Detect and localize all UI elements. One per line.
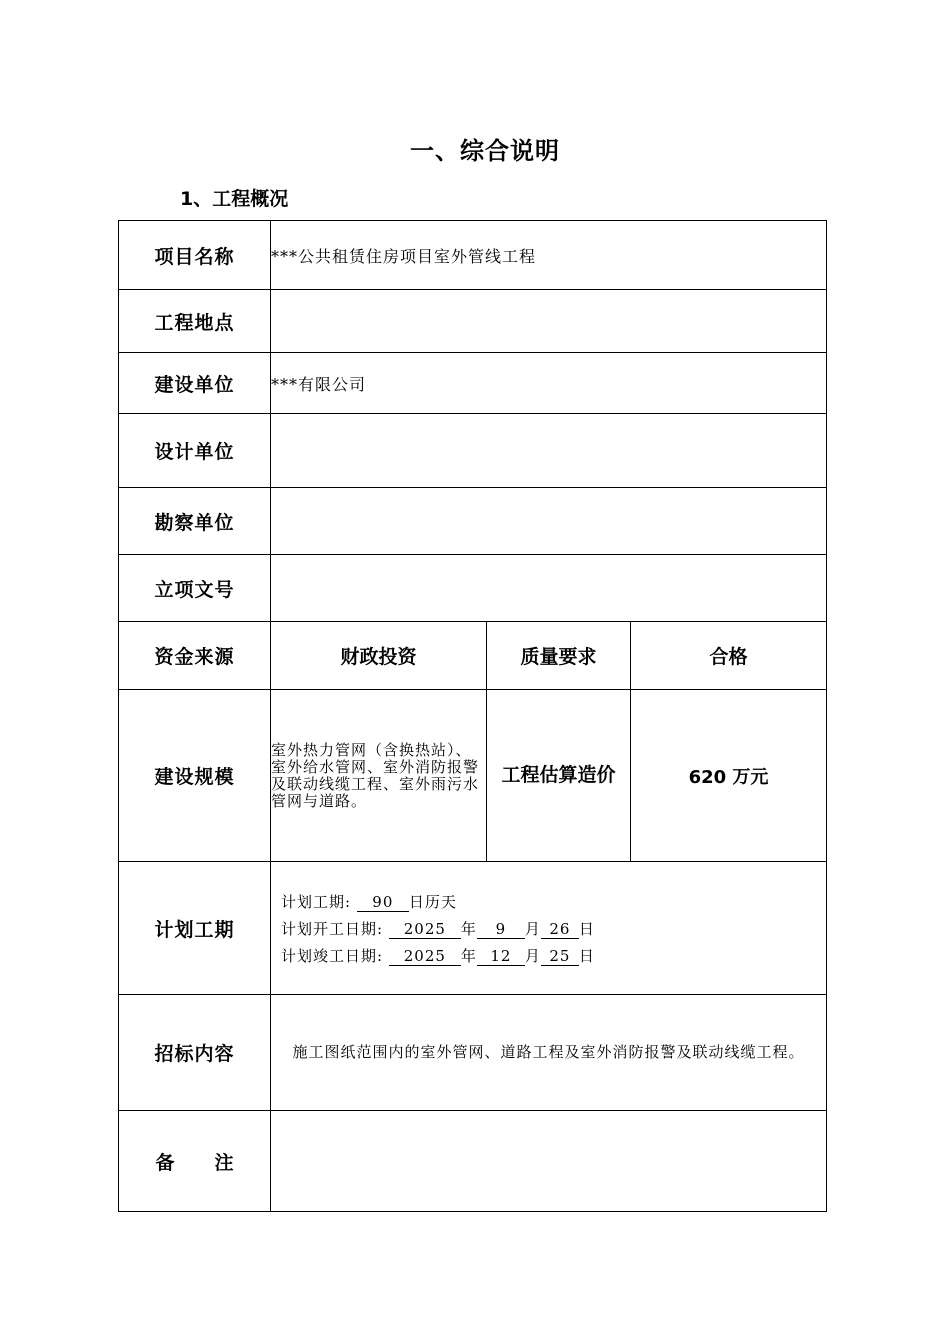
- remarks-label-right: 注: [214, 1151, 234, 1174]
- schedule-start-line: [281, 916, 826, 943]
- remarks-label-left: 备: [155, 1151, 175, 1174]
- schedule-duration-line: [281, 889, 826, 916]
- table-row: [119, 995, 827, 1111]
- table-row: [119, 353, 827, 414]
- funding-value: 财政投资: [271, 622, 487, 690]
- location-value: [271, 290, 827, 353]
- bid-content-value: 施工图纸范围内的室外管网、道路工程及室外消防报警及联动线缆工程。: [271, 995, 827, 1111]
- start-day: 26: [541, 920, 579, 939]
- location-label: 工程地点: [119, 290, 271, 353]
- quality-label: 质量要求: [487, 622, 631, 690]
- builder-value: ***有限公司: [271, 353, 827, 414]
- surveyor-value: [271, 488, 827, 555]
- approval-no-label: 立项文号: [119, 555, 271, 622]
- table-row: [119, 862, 827, 995]
- table-row: [119, 414, 827, 488]
- project-overview-table: [118, 220, 827, 1212]
- project-name-value: ***公共租赁住房项目室外管线工程: [271, 221, 827, 290]
- schedule-block: [271, 887, 826, 970]
- start-year-unit: 年: [460, 919, 477, 938]
- remarks-label: [119, 1111, 271, 1212]
- remarks-value: [271, 1111, 827, 1212]
- start-year: 2025: [389, 920, 461, 939]
- table-row: [119, 221, 827, 290]
- approval-no-value: [271, 555, 827, 622]
- table-row: [119, 488, 827, 555]
- builder-label: 建设单位: [119, 353, 271, 414]
- duration-suffix: 日历天: [408, 892, 457, 911]
- start-day-unit: 日: [578, 919, 595, 938]
- table-row: [119, 622, 827, 690]
- section-heading: 1、工程概况: [180, 188, 289, 210]
- end-day: 25: [541, 947, 579, 966]
- scale-label: 建设规模: [119, 690, 271, 862]
- table-row: [119, 555, 827, 622]
- scale-value: 室外热力管网（含换热站）、室外给水管网、室外消防报警及联动线缆工程、室外雨污水管网与道路。: [271, 690, 487, 862]
- page-title: 一、综合说明: [410, 137, 560, 165]
- start-month: 9: [477, 920, 525, 939]
- schedule-label: 计划工期: [119, 862, 271, 995]
- bid-content-label: 招标内容: [119, 995, 271, 1111]
- funding-label: 资金来源: [119, 622, 271, 690]
- table-row: [119, 690, 827, 862]
- quality-value: 合格: [631, 622, 827, 690]
- cost-label: 工程估算造价: [487, 690, 631, 862]
- end-month-unit: 月: [524, 946, 541, 965]
- cost-value: 620 万元: [631, 690, 827, 862]
- project-name-label: 项目名称: [119, 221, 271, 290]
- table-row: [119, 290, 827, 353]
- schedule-end-line: [281, 943, 826, 970]
- duration-days: 90: [357, 893, 409, 912]
- end-year-unit: 年: [460, 946, 477, 965]
- start-prefix: 计划开工日期:: [281, 919, 384, 938]
- table-row: [119, 1111, 827, 1212]
- surveyor-label: 勘察单位: [119, 488, 271, 555]
- duration-prefix: 计划工期:: [281, 892, 352, 911]
- end-day-unit: 日: [578, 946, 595, 965]
- start-month-unit: 月: [524, 919, 541, 938]
- schedule-value: [271, 862, 827, 995]
- designer-value: [271, 414, 827, 488]
- end-prefix: 计划竣工日期:: [281, 946, 384, 965]
- end-month: 12: [477, 947, 525, 966]
- end-year: 2025: [389, 947, 461, 966]
- designer-label: 设计单位: [119, 414, 271, 488]
